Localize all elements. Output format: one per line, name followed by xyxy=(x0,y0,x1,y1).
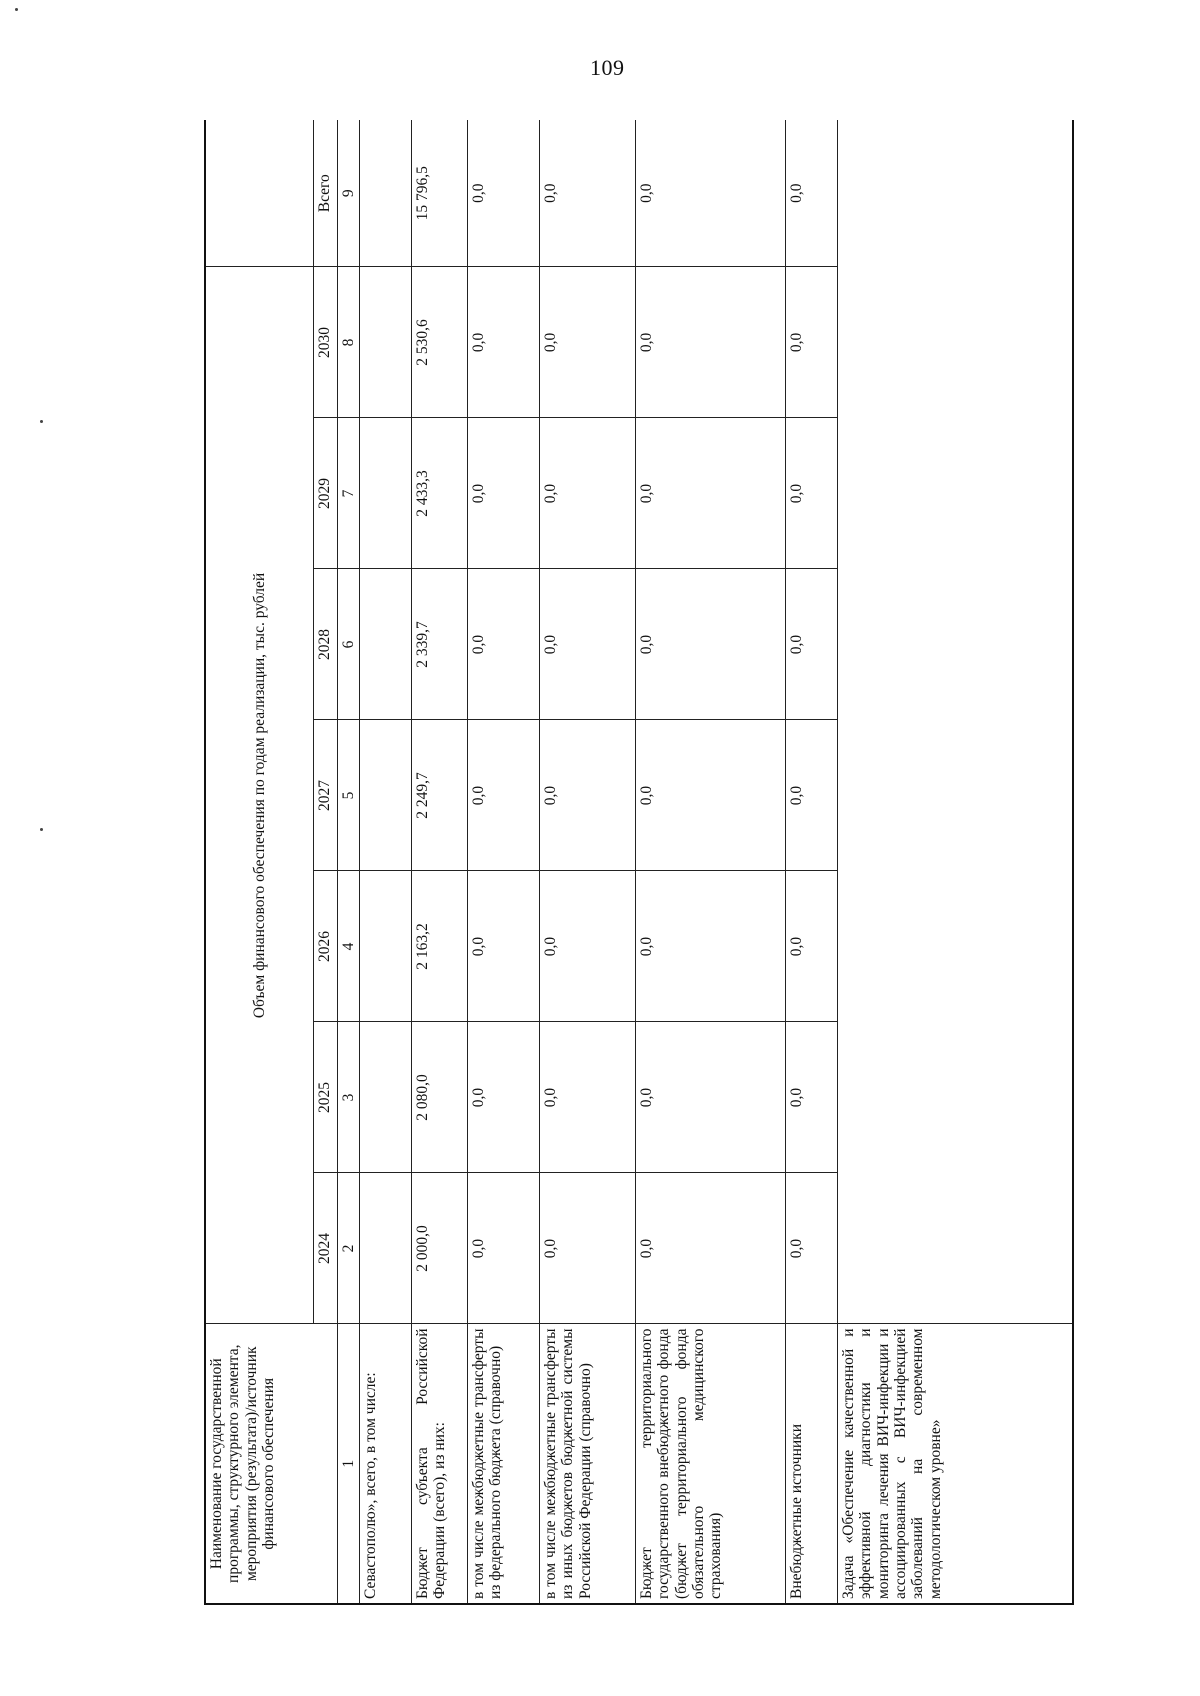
row-value xyxy=(359,1022,411,1173)
row-label: в том числе межбюджетные трансферты из федерального бюджета (справочно) xyxy=(467,1324,539,1604)
table-row xyxy=(359,120,411,1604)
scan-speck xyxy=(15,8,18,11)
col-number-1: 1 xyxy=(337,1324,359,1604)
row-value: 0,0 xyxy=(467,720,539,871)
table-row xyxy=(785,120,837,1604)
header-name-column: Наименование государственной программы, структурного элемента, мероприятия (результата)/источник финансового обеспечения xyxy=(205,1324,337,1604)
header-year-2030: 2030 xyxy=(313,267,337,418)
row-value: 0,0 xyxy=(635,871,785,1022)
row-value: 0,0 xyxy=(539,1022,635,1173)
row-value: 0,0 xyxy=(539,120,635,267)
row-value: 0,0 xyxy=(785,871,837,1022)
row-value xyxy=(359,720,411,871)
table-row xyxy=(411,120,467,1604)
row-value xyxy=(359,871,411,1022)
header-year-2026: 2026 xyxy=(313,871,337,1022)
header-year-2027: 2027 xyxy=(313,720,337,871)
row-label: Бюджет субъекта Российской Федерации (всего), из них: xyxy=(411,1324,467,1604)
header-total: Всего xyxy=(313,120,337,267)
row-value xyxy=(359,1173,411,1324)
col-number-2: 2 xyxy=(337,1173,359,1324)
col-number-5: 5 xyxy=(337,720,359,871)
row-value: 0,0 xyxy=(785,569,837,720)
financing-table-frame xyxy=(204,120,1074,1605)
row-value: 0,0 xyxy=(467,267,539,418)
row-value: 0,0 xyxy=(635,120,785,267)
header-volume-title: Объем финансового обеспечения по годам реализации, тыс. рублей xyxy=(205,267,313,1324)
row-value: 0,0 xyxy=(539,267,635,418)
row-value: 0,0 xyxy=(539,1173,635,1324)
row-value: 0,0 xyxy=(785,1173,837,1324)
row-value: 0,0 xyxy=(467,1173,539,1324)
row-value: 0,0 xyxy=(467,871,539,1022)
row-value: 2 163,2 xyxy=(411,871,467,1022)
row-value: 0,0 xyxy=(785,720,837,871)
row-value: 0,0 xyxy=(539,720,635,871)
financing-table xyxy=(204,120,1074,1605)
row-value: 0,0 xyxy=(785,418,837,569)
row-label: Севастополю», всего, в том числе: xyxy=(359,1324,411,1604)
row-value: 0,0 xyxy=(785,267,837,418)
table-row-task xyxy=(837,120,1073,1604)
header-row-title xyxy=(205,120,313,1604)
page-number: 109 xyxy=(590,55,625,80)
table-row xyxy=(467,120,539,1604)
row-value: 0,0 xyxy=(635,569,785,720)
header-row-column-numbers xyxy=(337,120,359,1604)
row-value xyxy=(359,267,411,418)
header-year-2024: 2024 xyxy=(313,1173,337,1324)
row-value: 0,0 xyxy=(785,1022,837,1173)
row-value xyxy=(359,569,411,720)
header-year-2028: 2028 xyxy=(313,569,337,720)
header-year-2025: 2025 xyxy=(313,1022,337,1173)
row-value: 0,0 xyxy=(635,720,785,871)
col-number-4: 4 xyxy=(337,871,359,1022)
row-value: 2 080,0 xyxy=(411,1022,467,1173)
col-number-9: 9 xyxy=(337,120,359,267)
scan-speck xyxy=(40,420,43,423)
row-value: 15 796,5 xyxy=(411,120,467,267)
header-empty-cell xyxy=(205,120,313,267)
row-value: 2 249,7 xyxy=(411,720,467,871)
row-value: 0,0 xyxy=(467,569,539,720)
col-number-6: 6 xyxy=(337,569,359,720)
task-span-cell xyxy=(837,120,1073,1324)
row-value: 0,0 xyxy=(635,267,785,418)
scan-speck xyxy=(40,828,43,831)
row-value: 0,0 xyxy=(539,418,635,569)
task-label: Задача «Обеспечение качественной и эффективной диагностики и мониторинга лечения ВИЧ-инфекции и ассоциированных с ВИЧ-инфекцией заболеваний на современном методологическом уровне» xyxy=(837,1324,1073,1604)
row-value: 0,0 xyxy=(635,418,785,569)
row-value: 0,0 xyxy=(635,1022,785,1173)
row-value: 2 433,3 xyxy=(411,418,467,569)
col-number-3: 3 xyxy=(337,1022,359,1173)
row-value: 2 339,7 xyxy=(411,569,467,720)
row-value: 0,0 xyxy=(467,1022,539,1173)
table-row xyxy=(635,120,785,1604)
row-value: 0,0 xyxy=(785,120,837,267)
row-label: Внебюджетные источники xyxy=(785,1324,837,1604)
rotated-table-container xyxy=(204,120,1074,1605)
row-value xyxy=(359,418,411,569)
col-number-7: 7 xyxy=(337,418,359,569)
table-row xyxy=(539,120,635,1604)
row-label: Бюджет территориального государственного внебюджетного фонда (бюджет территориального фонда обязательного медицинского страхования) xyxy=(635,1324,785,1604)
row-value: 0,0 xyxy=(467,120,539,267)
row-value: 0,0 xyxy=(635,1173,785,1324)
row-value: 2 000,0 xyxy=(411,1173,467,1324)
row-value: 0,0 xyxy=(539,569,635,720)
row-label: в том числе межбюджетные трансферты из иных бюджетов бюджетной системы Российской Федерации (справочно) xyxy=(539,1324,635,1604)
row-value: 2 530,6 xyxy=(411,267,467,418)
row-value: 0,0 xyxy=(467,418,539,569)
header-year-2029: 2029 xyxy=(313,418,337,569)
col-number-8: 8 xyxy=(337,267,359,418)
row-value xyxy=(359,120,411,267)
row-value: 0,0 xyxy=(539,871,635,1022)
